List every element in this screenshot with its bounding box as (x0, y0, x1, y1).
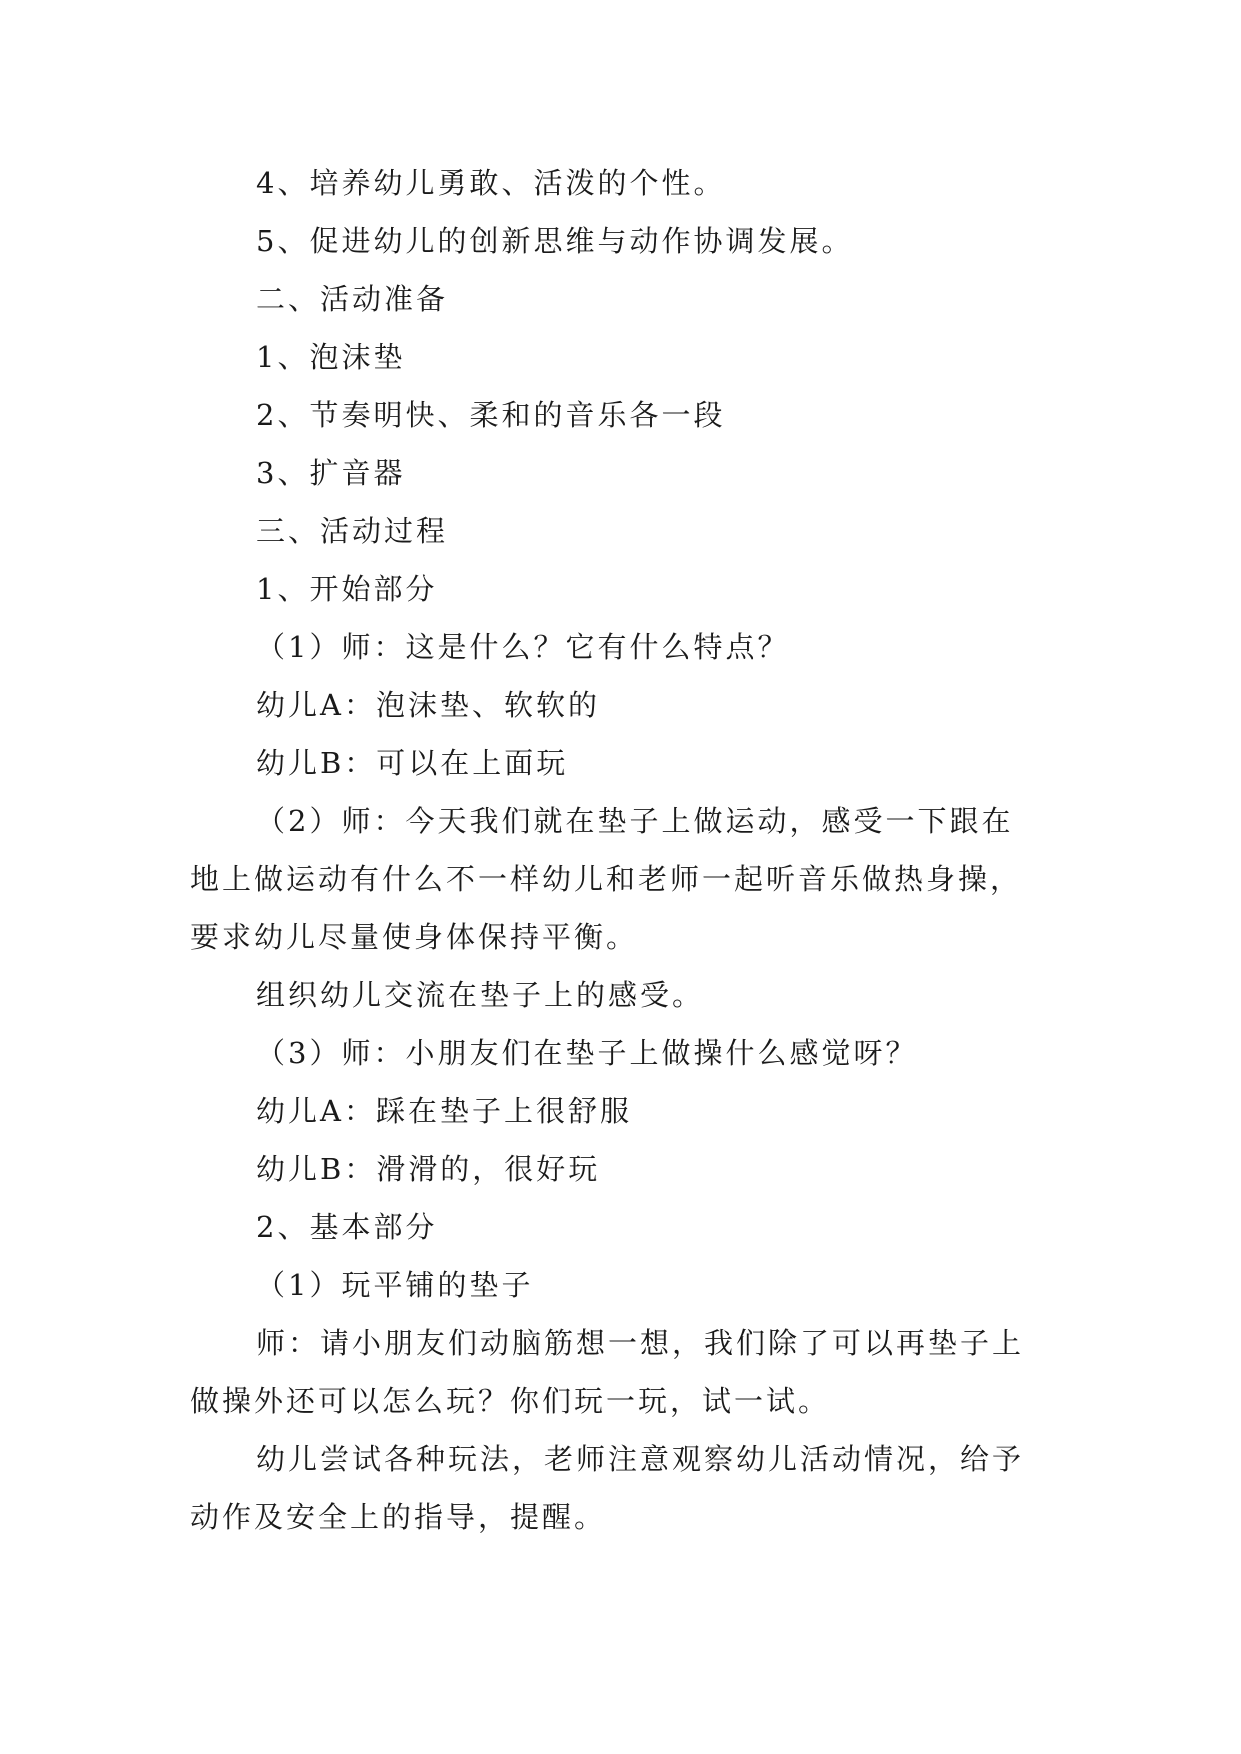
teacher-prompt-cont: 做操外还可以怎么玩？你们玩一玩，试一试。 (190, 1384, 831, 1418)
prep-item-2: 2、节奏明快、柔和的音乐各一段 (256, 398, 726, 432)
subsection-heading-start: 1、开始部分 (256, 572, 438, 606)
document-page (190, 154, 1060, 1546)
section-heading-process: 三、活动过程 (256, 514, 449, 548)
prep-item-1: 1、泡沫垫 (256, 340, 406, 374)
child-answer-b-1: 幼儿B：可以在上面玩 (256, 746, 569, 780)
teacher-instruction-2: （2）师：今天我们就在垫子上做运动，感受一下跟在 (256, 804, 1014, 838)
teacher-instruction-2-cont-1: 地上做运动有什么不一样幼儿和老师一起听音乐做热身操， (190, 862, 1023, 896)
child-answer-a-2: 幼儿A：踩在垫子上很舒服 (256, 1094, 632, 1128)
goal-4: 4、培养幼儿勇敢、活泼的个性。 (256, 166, 726, 200)
teacher-instruction-2-cont-2: 要求幼儿尽量使身体保持平衡。 (190, 920, 639, 954)
activity-item-1: （1）玩平铺的垫子 (256, 1268, 534, 1302)
section-heading-preparation: 二、活动准备 (256, 282, 449, 316)
children-try-cont: 动作及安全上的指导，提醒。 (190, 1500, 607, 1534)
prep-item-3: 3、扩音器 (256, 456, 406, 490)
organize-exchange: 组织幼儿交流在垫子上的感受。 (256, 978, 705, 1012)
subsection-heading-basic: 2、基本部分 (256, 1210, 438, 1244)
child-answer-b-2: 幼儿B：滑滑的，很好玩 (256, 1152, 601, 1186)
goal-5: 5、促进幼儿的创新思维与动作协调发展。 (256, 224, 854, 258)
children-try: 幼儿尝试各种玩法，老师注意观察幼儿活动情况，给予 (256, 1442, 1025, 1476)
teacher-question-1: （1）师：这是什么？它有什么特点？ (256, 630, 790, 664)
teacher-prompt: 师：请小朋友们动脑筋想一想，我们除了可以再垫子上 (256, 1326, 1025, 1360)
child-answer-a-1: 幼儿A：泡沫垫、软软的 (256, 688, 600, 722)
teacher-question-3: （3）师：小朋友们在垫子上做操什么感觉呀？ (256, 1036, 918, 1070)
